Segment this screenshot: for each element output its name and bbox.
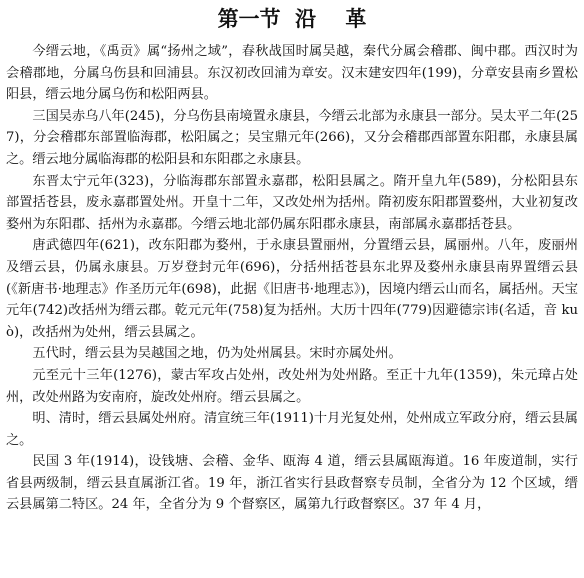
paragraph-5: 五代时，缙云县为吴越国之地，仍为处州属县。宋时亦属处州。 bbox=[32, 346, 402, 362]
paragraph-2: 三国吴赤乌八年(245)，分乌伤县南境置永康县，今缙云北部为永康县一部分。吴太平二年(257)，分会稽郡东部置临海郡，松阳属之；吴宝鼎元年(266)，又分会稽郡西部置东阳郡，永康县属之。缙云地分属临海郡的松阳县和东阳郡之永康县。 bbox=[6, 108, 578, 167]
section-title: 第一节 沿 革 bbox=[217, 7, 367, 31]
paragraph-4: 唐武德四年(621)，改东阳郡为婺州，于永康县置丽州，分置缙云县，属丽州。八年，废丽州及缙云县，仍属永康县。万岁登封元年(696)，分括州括苍县东北界及婺州永康县南界置缙云县(《新唐书·地理志》作圣历元年(698)，此据《旧唐书·地理志》)，因境内缙云山而名，属括州。天宝元年(742)改括州为缙云郡。乾元元年(758)复为括州。大历十四年(779)因避德宗讳(名适，音 kuò)，改括州为处州，缙云县属之。 bbox=[6, 238, 578, 340]
paragraph-8: 民国 3 年(1914)，设钱塘、会稽、金华、瓯海 4 道，缙云县属瓯海道。16 年废道制，实行省县两级制，缙云县直属浙江省。19 年，浙江省实行县政督察专员制，全省分为 12 个区域，缙云县属第二特区。24 年，全省分为 9 个督察区，属第九行政督察区。37 年 4 月， bbox=[6, 454, 578, 513]
paragraph-1: 今缙云地，《禹贡》属“扬州之域”，春秋战国时属吴越，秦代分属会稽郡、闽中郡。西汉时为会稽郡地，分属乌伤县和回浦县。东汉初改回浦为章安。汉末建安四年(199)，分章安县南乡置松阳县，缙云地分属乌伤和松阳两县。 bbox=[6, 44, 578, 103]
paragraph-3: 东晋太宁元年(323)，分临海郡东部置永嘉郡，松阳县属之。隋开皇九年(589)，分松阳县东部置括苍县，废永嘉郡置处州。开皇十二年，又改处州为括州。隋初废东阳郡置婺州，大业初复改婺州为东阳郡、括州为永嘉郡。今缙云地北部仍属东阳郡永康县，南部属永嘉郡括苍县。 bbox=[6, 173, 578, 232]
paragraph-6: 元至元十三年(1276)，蒙古军攻占处州，改处州为处州路。至正十九年(1359)，朱元璋占处州，改处州路为安南府，旋改处州府。缙云县属之。 bbox=[6, 367, 578, 405]
paragraph-7: 明、清时，缙云县属处州府。清宣统三年(1911)十月光复处州，处州成立军政分府，缙云县属之。 bbox=[6, 411, 578, 448]
